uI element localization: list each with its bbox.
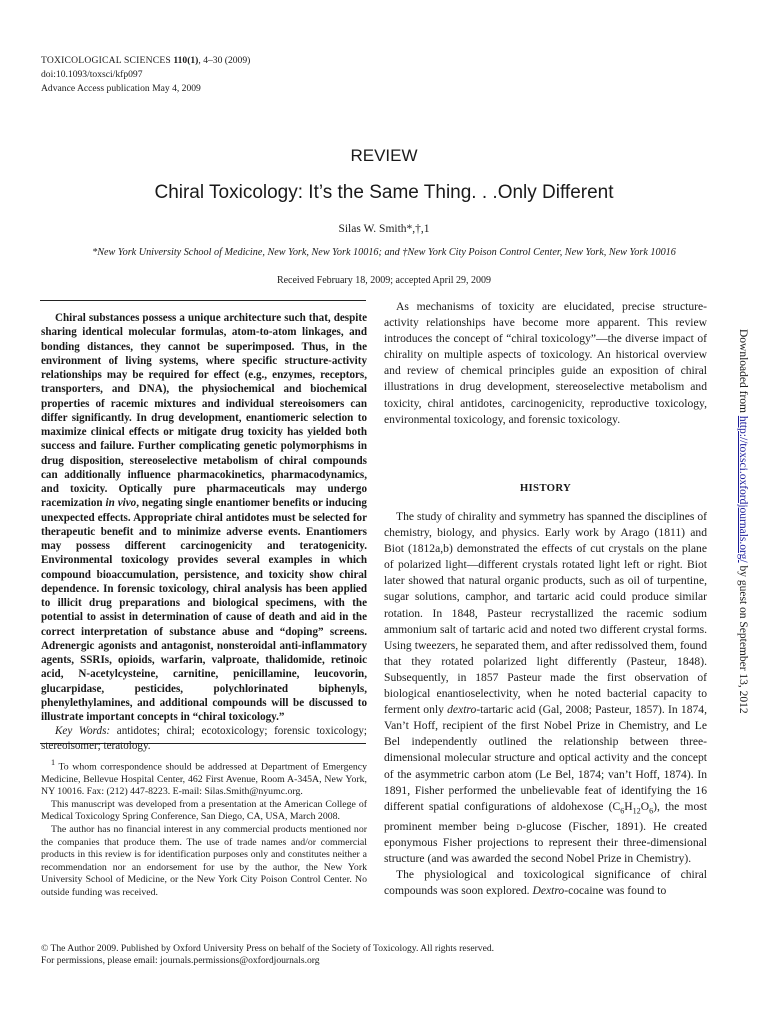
abstract-text: Chiral substances possess a unique architecture such that, despite sharing identical molecular formulas, atom-to-atom linkages, and bonding distances, they cannot be superimposed. Thus, in the environment of living systems, where specific structure-activity relationships may be required for effect (e.g., enzymes, receptors, transporters, and DNA), the physiochemical and biochemical properties of racemic mixtures and individual stereoisomers can differ significantly. In drug development, enantiomeric selection to maximize clinical effects or mitigate drug toxicity has yielded both success and failure. Further complicating genetic polymorphisms in drug disposition, stereoselective metabolism of chiral compounds can additionally influence pharmacokinetics, pharmacodynamics, and toxicity. Optically pure pharmaceuticals may undergo racemization [41,312,367,510]
affiliation: *New York University School of Medicine, New York, New York 10016; and †New York City Poison Control Center, New York, New York 10016 [92,247,676,258]
footnotes [41,757,367,899]
citation-line [41,54,250,68]
history-section [384,509,707,900]
abstract-bottom-rule [40,743,366,744]
intro-paragraph: As mechanisms of toxicity are elucidated, precise structure-activity relationships have become more apparent. This review introduces the concept of “chiral toxicology”—the diverse impact of chirality on multiple aspects of toxicology. An historical overview and review of chemical principles guide an exposition of chiral illustrations in drug development, stereoselective metabolism and toxicity, chiral antidotes, carcinogenicity, reproductive toxicology, environmental toxicology, and forensic toxicology. [384,300,707,426]
abstract-body [41,311,367,724]
journal-volume: 110(1) [173,55,199,66]
download-suffix: by guest on September 13, 2012 [737,562,749,714]
formula-o-sub: 6 [649,806,654,815]
abstract-in-vivo: in vivo [105,497,137,510]
journal-pages: , 4–30 (2009) [198,55,251,66]
d-glucose-prefix: d [516,820,523,834]
copyright-line: © The Author 2009. Published by Oxford University Press on behalf of the Society of Toxicology. All rights reserved. [41,943,495,954]
footnote-disclosure: The author has no financial interest in any commercial products mentioned nor the companies that produce them. The use of trade names and/or commercial products in this review is for identification purposes only and constitutes neither a recommendation nor an endorsement for use by the author, the New York University School of Medicine, or the New York City Poison Control Center. No outside funding was received. [41,824,367,898]
formula-h-sub: 12 [632,806,641,815]
copyright [41,943,494,966]
formula-h: H [624,799,633,813]
footnote-correspondence-text: To whom correspondence should be addressed at Department of Emergency Medicine, Bellevue Hospital Center, 462 First Avenue, Room A-345A, New York, NY 10016. Fax: (212) 447-8223. E-mail: Silas.Smith@nyumc.org. [41,761,367,798]
history-text-b: -tartaric acid (Gal, 2008; Pasteur, 1857). In 1874, Van’t Hoff, recipient of the first Nobel Prize in Chemistry, and Le Bel independently outlined the relationship between three-dimensional molecular structure and optical activity and the concept of the asymmetric carbon atom (Le Bel, 1874; van’t Hoff, 1874). In 1891, Fisher performed the unbelievable feat of identifying the 16 different spatial configurations of aldohexose (C [384,703,707,813]
history-heading: HISTORY [519,482,572,494]
history-text-e: The physiological and toxicological significance of chiral compounds was soon explored. [384,868,707,898]
journal-name: TOXICOLOGICAL SCIENCES [41,55,171,66]
keywords-label: Key Words: [55,725,111,738]
permissions-line: For permissions, please email: journals.permissions@oxfordjournals.org [41,954,320,966]
history-paragraph-2 [384,867,707,899]
download-sidebar [737,329,765,714]
introduction [384,299,707,428]
history-text-c: ), the most prominent member being [384,799,707,834]
abstract [41,311,367,753]
journal-header [41,54,250,96]
footnote-mark: 1 [51,758,56,767]
download-link[interactable]: http://toxsci.oxfordjournals.org/ [737,415,749,563]
keywords [41,724,367,753]
keywords-list: antidotes; chiral; ecotoxicology; forensic toxicology; stereoisomer; teratology. [41,725,367,752]
advance-access: Advance Access publication May 4, 2009 [41,83,201,94]
download-notice [737,329,749,714]
history-text-f: -cocaine was found to [564,884,667,898]
doi: doi:10.1093/toxsci/kfp097 [41,69,143,80]
footnote-presentation: This manuscript was developed from a presentation at the American College of Medical Toxicology Spring Conference, San Diego, CA, USA, March 2008. [41,798,367,823]
section-label: REVIEW [350,146,418,165]
author-line: Silas W. Smith*,†,1 [338,223,430,235]
history-text-a: The study of chirality and symmetry has spanned the disciplines of chemistry, biology, and physics. Early work by Arago (1811) and Biot (1812a,b) demonstrated the effects of cut crystals on the plane of polarized light—different crystals rotated light left or right. Biot later showed that natural organic products, such as oil of turpentine, sugar solutions, camphor, and tartaric acid could produce similar rotation. In 1848, Pasteur recrystallized the racemic sodium ammonium salt of tartaric acid and noted two different crystal forms. Using tweezers, he separated them, and after redissolved them, found that they rotated polarized light differently (Pasteur, 1848). Subsequently, in 1857 Pasteur made the first observation of biological enantioselectivity, when he noted bacterial capacity to ferment only [384,510,707,717]
history-text-d: -glucose (Fischer, 1891). He created eponymous Fisher projections to represent their three-dimensional structure (and was awarded the second Nobel Prize in Chemistry). [384,820,707,866]
footnote-correspondence [41,757,367,799]
history-dextro: dextro [447,703,477,717]
formula-o: O [640,799,650,813]
abstract-text-cont: , negating single enantiomer benefits or inducing unexpected effects. Appropriate chiral antidotes must be selected for therapeutic benefit and to minimize adverse events. Enantiomers may possess different carcinogenicity and teratogenicity. Environmental toxicology provides several examples in which compound bioaccumulation, persistence, and toxicity show chiral dependence. In forensic toxicology, chiral analysis has been applied to illicit drug preparations and biological specimens, with the potential to assist in determination of cause of death and aid in the correct interpretation of substance abuse and “doping” screens. Adrenergic agonists and antagonist, nonsteroidal anti-inflammatory agents, SSRIs, opioids, warfarin, valproate, thalidomide, retinoic acid, N-acetylcysteine, carnitine, penicillamine, leucovorin, glucarpidase, pesticides, polychlorinated biphenyls, phenylethylamines, and additional compounds will be discussed to illustrate important concepts in “chiral toxicology.” [41,497,367,723]
article-title: Chiral Toxicology: It’s the Same Thing. . .Only Different [154,182,614,203]
abstract-top-rule [40,300,366,301]
history-paragraph-1 [384,509,707,867]
history-dextro-2: Dextro [532,884,565,898]
formula-c-sub: 6 [620,806,625,815]
received-dates: Received February 18, 2009; accepted April 29, 2009 [276,275,492,286]
download-prefix: Downloaded from [737,329,749,416]
